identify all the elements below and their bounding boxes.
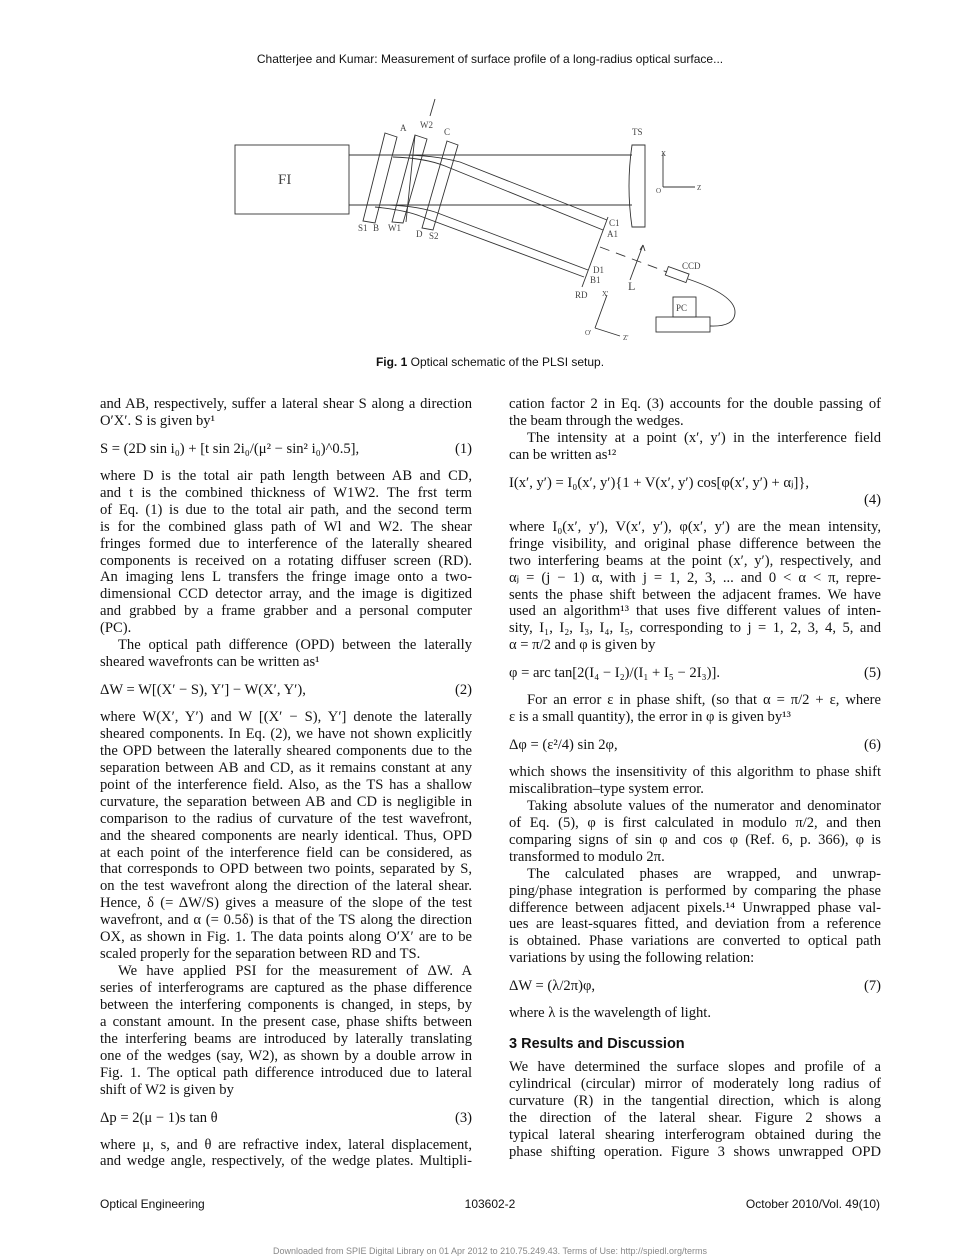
text-line: that corresponds to OPD between two points, separated by S, <box>100 861 472 878</box>
label-a: A <box>400 123 407 133</box>
label-a1: A1 <box>607 229 618 239</box>
paragraph <box>100 396 472 430</box>
equation-number: (7) <box>863 978 881 995</box>
equation-body: ΔW = W[(X′ − S), Y′] − W(X′, Y′), <box>100 682 306 699</box>
text-line: The optical path difference (OPD) between the laterally <box>118 637 472 654</box>
text-line: phase shifting operation. Figure 3 shows unwrapped OPD <box>509 1143 881 1160</box>
text-line: ping/phase integration is performed by comparing the phase <box>509 882 881 899</box>
text-line: and the sheared components are nearly identical. Thus, OPD <box>100 827 472 844</box>
equation-number: (1) <box>454 440 472 457</box>
text-line: two interfering beams at the point (x′, y′), respectively, and <box>509 552 881 569</box>
footer-page-number: 103602-2 <box>464 1197 516 1211</box>
equation-number: (6) <box>863 737 881 754</box>
text-line: We have applied PSI for the measurement of ΔW. A <box>118 963 472 980</box>
label-x-prime: X' <box>602 290 609 298</box>
label-o-prime: O' <box>585 329 592 337</box>
text-line: cylindrical (circular) mirror of moderately long radius of <box>509 1076 881 1093</box>
text-line: dimensional CCD detector array, and the image is digitized <box>100 586 472 603</box>
label-s1: S1 <box>358 223 368 233</box>
label-d: D <box>416 229 423 239</box>
text-line: curvature, the separation between AB and CD is negligible in <box>100 793 472 810</box>
equation <box>509 978 881 995</box>
equation <box>100 441 472 458</box>
paragraph <box>100 1137 472 1171</box>
text-line: where I₀(x′, y′), V(x′, y′), φ(x′, y′) are the mean intensity, <box>509 518 881 535</box>
text-line: which shows the insensitivity of this algorithm to phase shift <box>509 764 881 780</box>
text-line: is for the combined glass path of Wl and W2. The shear <box>100 518 472 535</box>
text-line: ues are least-squares fitted, and deviation from a reference <box>509 916 881 933</box>
optical-schematic-figure <box>230 90 750 350</box>
equation-body: φ = arc tan[2(I₄ − I₂)/(I₁ + I₅ − 2I₃)]. <box>509 665 721 682</box>
paragraph <box>509 430 881 464</box>
paragraph <box>100 637 472 671</box>
text-line: comparing signs of sin φ and cos φ (Ref. 6, p. 366), φ is <box>509 831 881 848</box>
text-line: where μ, s, and θ are refractive index, lateral displacement, <box>100 1136 472 1153</box>
label-b1: B1 <box>590 275 601 285</box>
paragraph <box>509 692 881 726</box>
text-line: OX, as shown in Fig. 1. The data points along O′X′ are to be <box>100 929 472 946</box>
equation-body: ΔW = (λ/2π)φ, <box>509 978 596 995</box>
text-line: and t is the combined thickness of W1W2. The frst term <box>100 484 472 501</box>
text-line: comparison to the radius of curvature of the test wavefront, <box>100 810 472 827</box>
text-line: is obtained. Phase variations are converted to optical path <box>509 933 881 950</box>
sheared-beam-d1 <box>370 205 588 270</box>
equation-body: I(x′, y′) = I₀(x′, y′){1 + V(x′, y′) cos[φ(x′, y′) + αⱼ]}, <box>509 474 810 491</box>
figure-caption-text: Optical schematic of the PLSI setup. <box>407 355 605 369</box>
text-line: where λ is the wavelength of light. <box>509 1005 712 1022</box>
equation <box>509 665 881 682</box>
label-z-prime: Z' <box>623 334 629 342</box>
text-line: point of the interference field. Also, as the TS has a shallow <box>100 776 472 793</box>
equation-body: Δφ = (ε²/4) sin 2φ, <box>509 737 618 754</box>
label-o: O <box>656 187 662 195</box>
label-w2: W2 <box>420 120 433 130</box>
label-l: L <box>628 279 636 293</box>
text-line: components is received on a rotating diffuser screen (RD). <box>100 552 472 569</box>
text-line: Fig. 1. The optical path difference introduced due to lateral <box>100 1064 472 1081</box>
text-line: α = π/2 and φ is given by <box>509 637 656 654</box>
equation-number: (3) <box>454 1109 472 1126</box>
imaging-axis <box>600 247 667 272</box>
text-line: typical lateral shearing interferogram obtained during the <box>509 1126 881 1143</box>
label-z: Z <box>697 184 702 192</box>
text-line: of Eq. (5), φ is first calculated in modulo π/2, and then <box>509 814 881 831</box>
text-line: and wedge angle, respectively, of the wedge plates. Multipli- <box>100 1153 472 1170</box>
test-surface-ts <box>629 145 645 227</box>
text-line: on the test wavefront along the direction of the lateral shear. <box>100 878 472 895</box>
label-pc: PC <box>676 303 688 313</box>
text-line: where D is the total air path length between AB and CD, <box>100 467 472 484</box>
paragraph <box>509 1059 881 1161</box>
text-line: at each point of the interference field can be considered, as <box>100 844 472 861</box>
text-line: An imaging lens L transfers the fringe image onto a two- <box>100 569 472 586</box>
label-b: B <box>373 223 380 233</box>
text-line: one of the wedges (say, W2), as shown by a double arrow in <box>100 1047 472 1064</box>
paragraph <box>100 963 472 1099</box>
text-line: the interfering beams are introduced by laterally translating <box>100 1030 472 1047</box>
plate-cd <box>422 141 458 230</box>
text-line: O′X′. S is given by¹ <box>100 412 215 429</box>
text-line: The intensity at a point (x′, y′) in the interference field <box>527 429 881 446</box>
label-d1: D1 <box>593 265 604 275</box>
text-line: sents the phase shift between the adjacent frames. We have <box>509 586 881 603</box>
download-note: Downloaded from SPIE Digital Library on 01 Apr 2012 to 210.75.249.43. Terms of Use: http://spiedl.org/terms <box>272 1246 708 1256</box>
text-line: a constant amount. In the present case, phase shifts between <box>100 1013 472 1030</box>
paragraph <box>509 764 881 798</box>
page-footer <box>100 1197 880 1211</box>
paragraph <box>509 1005 881 1022</box>
label-x: X <box>661 150 667 158</box>
equation <box>100 682 472 699</box>
text-line: curvature (R) in the tangential direction, which is along <box>509 1092 881 1109</box>
label-c: C <box>444 127 451 137</box>
text-line: series of interferograms are captured as the phase difference <box>100 980 472 996</box>
text-line: the beam through the wedges. <box>509 412 684 429</box>
equation <box>509 737 881 754</box>
text-line: of Eq. (1) is due to the total air path, and the second term <box>100 501 472 518</box>
text-line: scaled properly for the separation between RD and TS. <box>100 946 421 963</box>
equation-number: (5) <box>863 665 881 682</box>
label-ccd: CCD <box>682 261 701 271</box>
equation-body: S = (2D sin i₀) + [t sin 2i₀/(μ² − sin² i₀)^0.5], <box>100 440 360 457</box>
equation-body: Δp = 2(μ − 1)s tan θ <box>100 1109 218 1126</box>
text-line: αⱼ = (j − 1) α, with j = 1, 2, 3, ... and 0 < α < π, repre- <box>509 569 881 586</box>
text-line: difference between adjacent pixels.¹⁴ Unwrapped phase val- <box>509 899 881 916</box>
label-s2: S2 <box>429 231 439 241</box>
section-heading: 3 Results and Discussion <box>509 1036 685 1053</box>
paragraph <box>509 396 881 430</box>
w2-double-arrow <box>430 99 435 116</box>
running-head: Chatterjee and Kumar: Measurement of surface profile of a long-radius optical surface... <box>256 52 724 66</box>
paragraph <box>100 709 472 963</box>
label-ts: TS <box>632 127 643 137</box>
equation-number: (4) <box>863 491 881 508</box>
text-line: variations by using the following relation: <box>509 950 755 967</box>
column-left <box>100 396 472 1170</box>
figure-caption <box>0 355 980 369</box>
text-line: We have determined the surface slopes and profile of a <box>509 1059 881 1076</box>
text-line: used an algorithm¹³ that uses five different values of inten- <box>509 603 881 620</box>
label-rd: RD <box>575 290 588 300</box>
text-line: shift of W2 is given by <box>100 1081 234 1098</box>
text-line: can be written as¹² <box>509 446 617 463</box>
text-line: fringe visibility, and original phase difference between the <box>509 535 881 552</box>
text-line: sity, I₁, I₂, I₃, I₄, I₅, corresponding to j = 1, 2, 3, 4, 5, and <box>509 620 881 637</box>
label-w1: W1 <box>388 223 401 233</box>
equation-number: (2) <box>454 682 472 699</box>
text-line: miscalibration–type system error. <box>509 780 704 797</box>
label-fi: FI <box>278 172 292 188</box>
text-line: and AB, respectively, suffer a lateral shear S along a direction <box>100 396 472 412</box>
fi-box <box>235 145 349 214</box>
footer-journal: Optical Engineering <box>100 1197 205 1211</box>
text-line: the direction of the lateral shear. Figure 2 shows a <box>509 1109 881 1126</box>
column-right <box>509 396 881 1161</box>
text-line: sheared wavefronts can be written as¹ <box>100 654 320 671</box>
text-line: ε is a small quantity), the error in φ is given by¹³ <box>509 709 791 726</box>
figure-caption-label: Fig. 1 <box>375 355 408 369</box>
label-c1: C1 <box>609 218 620 228</box>
text-line: separation between AB and CD, as it remains constant at any <box>100 759 472 776</box>
text-line: Hence, δ (= ΔW/S) gives a measure of the slope of the test <box>100 895 472 912</box>
text-line: sheared components. In Eq. (2), we have not shown explicitly <box>100 725 472 742</box>
text-line: The calculated phases are wrapped, and unwrap- <box>527 865 881 882</box>
text-line: between the interfering components is changed, in steps, by <box>100 996 472 1013</box>
text-line: and grabbed by a frame grabber and a personal computer <box>100 603 472 620</box>
text-line: Taking absolute values of the numerator and denominator <box>527 797 881 814</box>
paragraph <box>509 798 881 866</box>
paragraph <box>509 519 881 655</box>
text-line: transformed to modulo 2π. <box>509 848 665 865</box>
equation <box>100 1110 472 1127</box>
text-line: (PC). <box>100 620 132 637</box>
equation <box>509 475 881 509</box>
text-line: cation factor 2 in Eq. (3) accounts for the double passing of <box>509 396 881 412</box>
pc-base <box>656 317 710 332</box>
text-line: fringes formed due to interference of the laterally sheared <box>100 535 472 552</box>
text-line: where W(X′, Y′) and W [(X′ − S), Y′] denote the laterally <box>100 709 472 725</box>
text-line: wavefront, and α (= 0.5δ) is that of the TS along the direction <box>100 912 472 929</box>
footer-issue: October 2010/Vol. 49(10) <box>745 1197 880 1211</box>
paragraph <box>509 866 881 968</box>
cable <box>688 279 735 326</box>
text-line: For an error ε in phase shift, (so that α = π/2 + ε, where <box>527 692 881 709</box>
text-line: the OPD between the laterally sheared components due to the <box>100 742 472 759</box>
paragraph <box>100 468 472 637</box>
